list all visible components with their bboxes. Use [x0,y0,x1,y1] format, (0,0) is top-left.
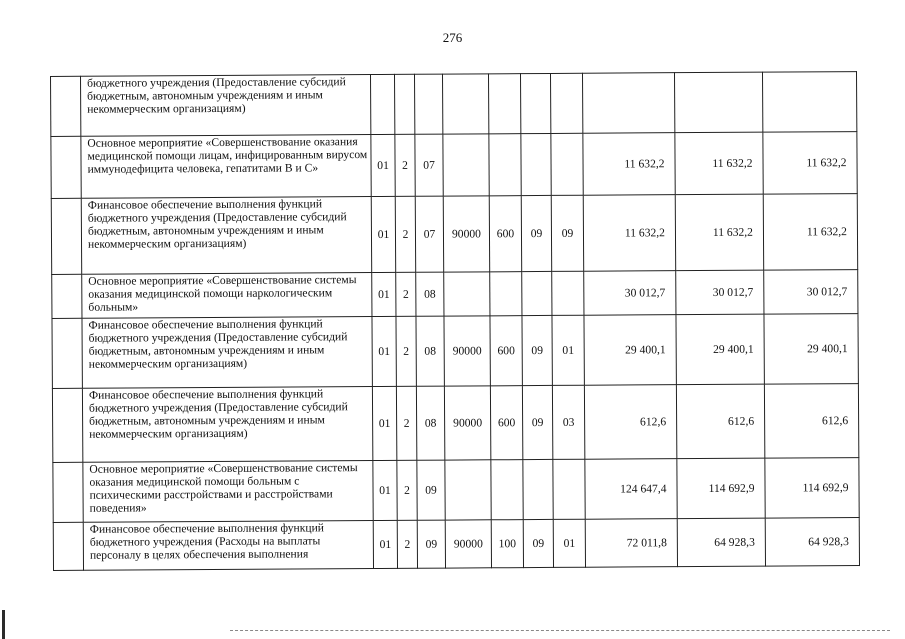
code-subsection [550,73,582,133]
code-program: 01 [371,134,395,196]
amount-year-3: 29 400,1 [764,314,858,385]
scan-bottom-line [230,630,890,632]
amount-year-2: 612,6 [676,384,764,459]
code-subsection [552,271,584,315]
amount-year-3: 11 632,2 [763,194,857,271]
row-description: Основное мероприятие «Совершенствование системы оказания медицинской помощи больным с психическими расстройствами и расстройствами поведения» [83,461,373,523]
code-expense-type [490,272,522,316]
code-program: 01 [372,386,396,460]
code-program: 01 [372,272,396,316]
code-program [370,74,394,134]
amount-year-2 [674,72,762,133]
row-description: Финансовое обеспечение выполнения функций бюджетного учреждения (Предоставление субсидий бюджетным, автономным учреждениям и иным некоммерческим организациям) [82,317,372,389]
amount-year-1: 30 012,7 [584,271,676,316]
amount-year-2: 114 692,9 [677,458,765,519]
code-expense-type: 600 [489,196,521,272]
code-subprogram: 2 [395,134,415,196]
row-blank-cell [53,522,83,570]
amount-year-1: 11 632,2 [583,195,675,272]
code-section [523,459,553,519]
table-row [52,314,858,389]
amount-year-1: 29 400,1 [584,315,676,386]
table-row [51,132,857,199]
code-event: 09 [417,460,445,520]
code-subprogram: 2 [396,316,416,386]
row-blank-cell [51,198,81,274]
table-row [51,194,857,275]
table-row [53,458,859,523]
row-blank-cell [52,388,82,462]
code-section: 09 [522,315,552,385]
code-direction: 90000 [444,386,490,460]
code-expense-type: 100 [491,520,523,568]
code-section: 09 [522,385,552,459]
code-direction [444,272,490,316]
row-description: Финансовое обеспечение выполнения функций бюджетного учреждения (Расходы на выплаты персоналу в целях обеспечения выполнения [83,521,373,571]
amount-year-3: 30 012,7 [764,270,858,315]
code-subsection [551,133,583,195]
table-row [51,72,857,137]
code-subprogram: 2 [396,386,416,460]
amount-year-2: 64 928,3 [677,518,765,567]
code-program: 01 [371,196,395,272]
code-direction: 90000 [443,196,489,272]
amount-year-2: 11 632,2 [675,132,763,195]
amount-year-1: 612,6 [584,385,676,460]
code-program: 01 [373,520,397,568]
code-subprogram [394,74,414,134]
code-subprogram: 2 [395,196,415,272]
row-blank-cell [51,136,81,198]
scan-edge-mark [2,610,5,639]
amount-year-3 [762,72,856,133]
amount-year-3: 114 692,9 [765,458,859,519]
amount-year-2: 11 632,2 [675,194,763,271]
row-description: бюджетного учреждения (Предоставление субсидий бюджетным, автономным учреждениям и иным некоммерческим организациям) [81,75,371,137]
code-event: 09 [417,520,445,568]
amount-year-2: 29 400,1 [676,314,764,385]
row-description: Основное мероприятие «Совершенствование оказания медицинской помощи лицам, инфицированным вирусом иммунодефицита человека, гепатитами В и С» [81,135,371,199]
amount-year-1: 11 632,2 [583,133,675,196]
budget-table-sheet [50,76,862,584]
code-direction: 90000 [445,520,491,568]
code-subprogram: 2 [396,272,416,316]
row-description: Финансовое обеспечение выполнения функций бюджетного учреждения (Предоставление субсидий бюджетным, автономным учреждениям и иным некоммерческим организациям) [81,197,371,275]
amount-year-1 [582,73,674,134]
code-section [521,133,551,195]
amount-year-1: 124 647,4 [585,459,677,520]
code-section [522,271,552,315]
code-direction [443,134,489,196]
code-direction [445,460,491,520]
amount-year-1: 72 011,8 [585,519,677,568]
code-event: 08 [416,316,444,386]
code-subsection: 01 [552,315,584,385]
amount-year-2: 30 012,7 [676,270,764,315]
code-event: 08 [416,386,444,460]
budget-table [50,71,860,571]
code-expense-type: 600 [490,316,522,386]
code-event: 08 [416,272,444,316]
row-blank-cell [51,76,81,136]
code-expense-type [489,134,521,196]
row-blank-cell [53,462,83,522]
code-subsection: 01 [553,519,585,567]
code-direction: 90000 [444,316,490,386]
code-expense-type [491,460,523,520]
code-expense-type: 600 [490,386,522,460]
amount-year-3: 11 632,2 [763,132,857,195]
code-program: 01 [372,316,396,386]
code-direction [442,74,488,134]
code-subsection: 03 [552,385,584,459]
code-event: 07 [415,196,443,272]
row-description: Финансовое обеспечение выполнения функций бюджетного учреждения (Предоставление субсидий бюджетным, автономным учреждениям и иным некоммерческим организациям) [82,387,372,463]
code-expense-type [488,74,520,134]
row-blank-cell [52,274,82,318]
table-row [53,518,859,571]
code-section [520,73,550,133]
code-event [414,74,442,134]
row-description: Основное мероприятие «Совершенствование системы оказания медицинской помощи наркологическим больным» [82,273,372,319]
code-section: 09 [521,195,551,271]
code-program: 01 [373,460,397,520]
code-event: 07 [415,134,443,196]
amount-year-3: 64 928,3 [765,518,859,567]
code-subprogram: 2 [397,460,417,520]
row-blank-cell [52,318,82,388]
table-row [52,384,858,463]
amount-year-3: 612,6 [764,384,858,459]
code-section: 09 [523,519,553,567]
code-subprogram: 2 [397,520,417,568]
table-row [52,270,858,319]
code-subsection: 09 [551,195,583,271]
page-number: 276 [442,30,463,45]
code-subsection [553,459,585,519]
